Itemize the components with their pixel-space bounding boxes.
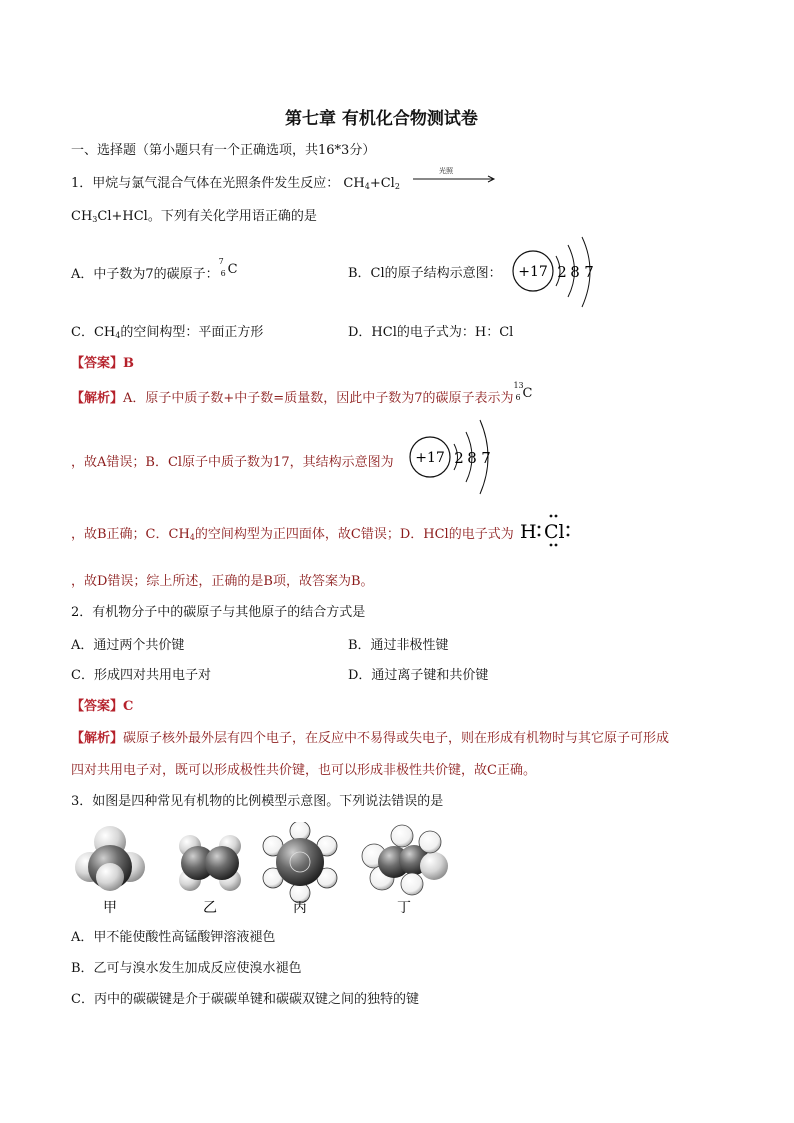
q3-option-c: C．丙中的碳碳键是介于碳碳单键和碳碳双键之间的独特的键 [71,992,419,1007]
methane-model [75,826,145,891]
ethanol-model [362,825,448,895]
reaction-arrow [413,168,497,184]
benzene-model [263,822,337,903]
shell-3-electrons: 7 [481,449,491,467]
q2-explanation-line1: 【解析】碳原子核外最外层有四个电子，在反应中不易得或失电子，则在形成有机物时与其它原子可形成 [71,731,670,746]
q1-option-b: B．Cl的原子结构示意图： [348,266,502,281]
lewis-chlorine: Cl [544,521,565,543]
q2-option-c: C．形成四对共用电子对 [71,668,211,683]
section-heading: 一、选择题（第小题只有一个正确选项，共16*3分） [71,143,376,158]
q1-explanation-line4: ，故D错误；综上所述，正确的是B项，故答案为B。 [71,574,374,589]
arrow-icon [413,168,497,184]
shell-2-electrons: 8 [570,263,580,281]
molecule-models-figure [72,822,452,922]
hcl-lewis-structure [518,513,580,553]
q2-option-b: B．通过非极性键 [348,638,449,653]
model-label-1: 甲 [103,900,117,916]
shell-3-electrons: 7 [584,263,594,281]
q1-stem-continued: $CH_3Cl+HCl$。下列有关化学用语正确的是 [71,209,317,224]
cl-atom-structure-diagram-2 [408,418,498,496]
q1-option-c: C．$CH_4$的空间构型：平面正方形 [71,325,264,340]
q3-option-b: B．乙可与溴水发生加成反应使溴水褪色 [71,961,302,976]
lewis-hydrogen: H [520,521,537,543]
q1-option-a: A．中子数为7的碳原子： 7 6 C [71,262,241,282]
model-label-2: 乙 [203,900,217,916]
shell-1-electrons: 2 [454,449,464,467]
ethylene-model [179,835,241,891]
q1-stem: 1．甲烷与氯气混合气体在光照条件发生反应： $CH_4+Cl_2$ [71,176,400,191]
q2-explanation-line2: 四对共用电子对，既可以形成极性共价键，也可以形成非极性共价键，故C正确。 [71,763,536,778]
q2-option-a: A．通过两个共价键 [71,638,185,653]
q2-stem: 2．有机物分子中的碳原子与其他原子的结合方式是 [71,605,366,620]
shell-2-electrons: 8 [467,449,477,467]
q3-option-a: A．甲不能使酸性高锰酸钾溶液褪色 [71,930,276,945]
q1-explanation-line2: ，故A错误；B．Cl原子中质子数为17，其结构示意图为 [71,455,394,470]
carbon-13-isotope: 13 6 C [513,381,533,402]
q1-explanation-line3: ，故B正确；C．$CH_4$的空间构型为正四面体，故C错误；D．HCl的电子式为 [71,527,514,542]
q1-answer: 【答案】B [71,356,135,371]
model-label-4: 丁 [397,900,411,916]
cl-atom-structure-diagram [506,235,602,311]
q2-answer: 【答案】C [71,699,134,714]
model-label-3: 丙 [293,900,307,916]
carbon-isotope: 7 6 C [218,257,238,278]
shell-1-electrons: 2 [557,263,567,281]
arrow-label: 光照 [439,167,453,175]
page-title: 第七章 有机化合物测试卷 [285,109,478,129]
q1-option-d: D．HCl的电子式为：H：Cl [348,325,514,340]
q2-option-d: D．通过离子键和共价键 [348,668,489,683]
nucleus-charge: +17 [518,264,548,280]
nucleus-charge: +17 [415,450,445,466]
q1-explanation-line1: 【解析】A．原子中质子数+中子数=质量数，因此中子数为7的碳原子表示为 13 6 C [71,386,535,406]
q3-stem: 3．如图是四种常见有机物的比例模型示意图。下列说法错误的是 [71,794,444,809]
